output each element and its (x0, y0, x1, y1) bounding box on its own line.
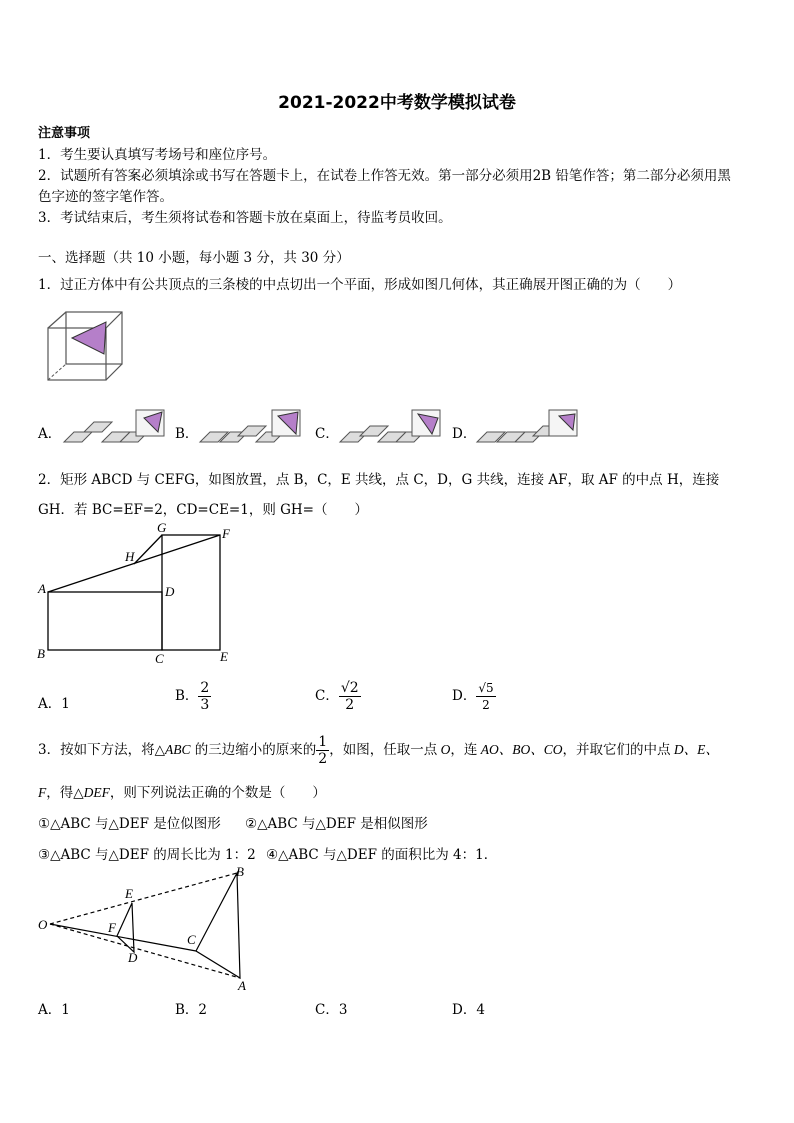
q2-option-c-denominator: 2 (345, 697, 355, 713)
q2-option-c-fraction (339, 680, 361, 713)
q1-option-d-label: D． (452, 426, 477, 442)
q3-option-b (175, 998, 207, 1018)
q3-stem-line-2 (38, 781, 326, 801)
q3-option-d (452, 998, 485, 1018)
q3-half-fraction (316, 734, 329, 767)
q3-option-b-value: 2 (198, 1002, 208, 1018)
q2-label-g: G (157, 520, 167, 535)
q3-text-f2: F (38, 785, 47, 800)
q3-text-def: DEF (83, 785, 110, 800)
q3-option-a-label: A． (38, 1002, 62, 1018)
q2-label-f: F (222, 526, 230, 541)
q3-homothety-figure (30, 862, 260, 992)
q3-label-c: C (187, 932, 196, 947)
q3-text-g: D、E、 (670, 742, 719, 757)
q3-stem-line-1 (38, 734, 719, 767)
q3-option-d-value: 4 (476, 1002, 485, 1018)
notice-line-3: 色字迹的签字笔作答。 (38, 189, 173, 205)
q3-text-o: O (437, 742, 451, 757)
q2-label-b: B (37, 646, 45, 661)
q3-text-a: 3．按如下方法，将△ (38, 742, 165, 758)
q3-label-o: O (38, 917, 48, 932)
q2-label-c: C (155, 651, 164, 666)
q1-cube-figure (44, 308, 128, 386)
q2-option-d-label: D． (452, 688, 477, 704)
q3-option-c (315, 998, 347, 1018)
q2-option-b-denominator: 3 (200, 697, 210, 713)
q2-label-e: E (220, 649, 228, 664)
q3-statement-3: ③△ABC 与△DEF 的周长比为 1：2 (38, 847, 256, 863)
q2-option-c-numerator: √2 (340, 680, 359, 696)
q2-option-d-denominator: 2 (482, 698, 490, 712)
q2-label-d: D (165, 584, 175, 599)
q3-statement-1: ①△ABC 与△DEF 是位似图形 (38, 816, 221, 832)
q2-option-c (315, 680, 361, 713)
notice-line-2: 2．试题所有答案必须填涂或书写在答题卡上，在试卷上作答无效。第一部分必须用2B 铅笔作答；第二部分必须用黑 (38, 168, 731, 184)
q3-label-b: B (236, 864, 244, 879)
page-title: 2021-2022中考数学模拟试卷 (278, 93, 516, 113)
q1-option-c-label: C． (315, 426, 339, 442)
q2-stem-line-2: GH．若 BC=EF=2，CD=CE=1，则 GH=（ ） (38, 502, 368, 518)
q1-option-b-label: B． (175, 426, 199, 442)
q3-text-d2: ，则下列说法正确的个数是（ ） (109, 785, 326, 801)
q1-option-a-label: A． (38, 426, 62, 442)
q3-label-a: A (238, 978, 246, 992)
q2-rectangle-figure (30, 520, 250, 670)
q3-text-f: ，并取它们的中点 (562, 742, 671, 758)
q3-text-b2: ，得△ (46, 785, 84, 801)
q3-text-abc: ABC (164, 742, 191, 757)
section-heading: 一、选择题（共 10 小题，每小题 3 分，共 30 分） (38, 250, 350, 266)
q3-option-a (38, 998, 70, 1018)
notice-heading: 注意事项 (38, 126, 91, 141)
q2-option-b-label: B． (175, 688, 199, 704)
q2-option-a (38, 692, 70, 712)
q3-text-b: 的三边缩小的原来的 (190, 742, 317, 758)
q3-option-b-label: B． (175, 1002, 199, 1018)
q2-option-b-numerator: 2 (200, 680, 210, 696)
q3-statement-2: ②△ABC 与△DEF 是相似图形 (245, 816, 428, 832)
q2-option-d-numerator: √5 (478, 681, 494, 695)
q1-option-d-net (475, 406, 583, 446)
q1-option-a-net (62, 406, 170, 446)
q3-label-f: F (108, 920, 116, 935)
q2-option-b-fraction (198, 680, 211, 713)
q3-half-numerator: 1 (318, 734, 328, 750)
q3-text-e: AO、BO、CO (477, 742, 563, 757)
q1-option-c-net (338, 406, 446, 446)
q3-option-c-value: 3 (338, 1002, 348, 1018)
q3-statement-4: ④△ABC 与△DEF 的面积比为 4：1． (266, 847, 498, 863)
q3-half-denominator: 2 (318, 751, 328, 767)
q1-stem: 1．过正方体中有公共顶点的三条棱的中点切出一个平面，形成如图几何体，其正确展开图正确的为（ ） (38, 277, 682, 293)
q3-text-d: ，连 (450, 742, 478, 758)
q2-label-h: H (125, 549, 135, 564)
q2-option-a-label: A． (38, 696, 62, 712)
q3-label-d: D (128, 950, 138, 965)
notice-line-4: 3．考试结束后，考生须将试卷和答题卡放在桌面上，待监考员收回。 (38, 210, 452, 226)
q3-option-c-label: C． (315, 1002, 339, 1018)
q2-option-d (452, 680, 496, 713)
q3-option-a-value: 1 (61, 1002, 70, 1018)
q3-option-d-label: D． (452, 1002, 477, 1018)
q1-option-b-net (198, 406, 306, 446)
q2-option-b (175, 680, 211, 713)
q2-option-a-value: 1 (61, 696, 70, 712)
q2-stem-line-1: 2．矩形 ABCD 与 CEFG，如图放置，点 B，C，E 共线，点 C，D，G 共线，连接 AF，取 AF 的中点 H，连接 (38, 472, 720, 488)
notice-line-1: 1．考生要认真填写考场号和座位序号。 (38, 147, 277, 163)
q2-option-c-label: C． (315, 688, 339, 704)
q3-text-c: ，如图，任取一点 (329, 742, 438, 758)
q2-label-a: A (38, 581, 46, 596)
q2-option-d-fraction (476, 680, 495, 713)
q3-label-e: E (125, 886, 133, 901)
